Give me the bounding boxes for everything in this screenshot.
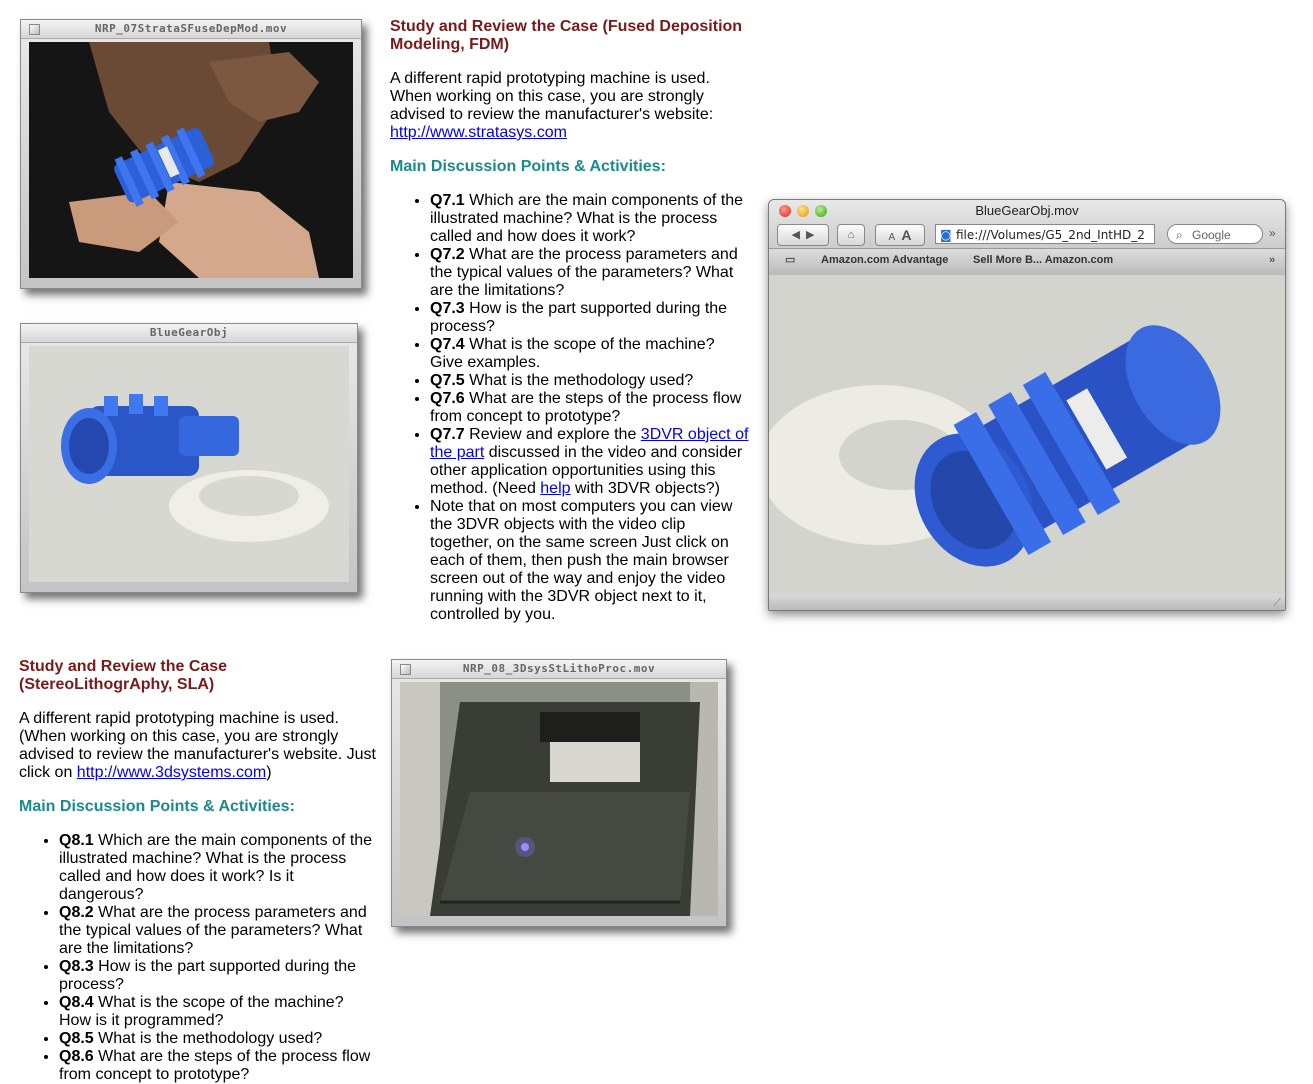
fdm-intro xyxy=(390,70,750,142)
sla-intro-text: A different rapid prototyping machine is used. (When working on this case, you are strongly advised to review the manufacturer's website. Just click on xyxy=(19,710,376,781)
movie-window-fdm[interactable] xyxy=(20,19,362,289)
question-label: Q8.6 xyxy=(59,1048,94,1065)
safari-titlebar[interactable] xyxy=(769,200,1285,220)
bookmarks-overflow-icon[interactable]: » xyxy=(1269,254,1276,266)
list-item xyxy=(59,994,379,1030)
movie-window-titlebar[interactable] xyxy=(21,20,361,39)
address-field[interactable] xyxy=(935,224,1155,244)
question-text: What are the steps of the process flow from concept to prototype? xyxy=(430,390,742,425)
address-value: file:///Volumes/G5_2nd_IntHD_2 xyxy=(956,228,1145,242)
question-text: How is the part supported during the process? xyxy=(59,958,357,993)
fdm-heading: Study and Review the Case (Fused Deposition Modeling, FDM) xyxy=(390,18,743,53)
sla-section xyxy=(19,658,379,1084)
toolbar-overflow-icon[interactable]: » xyxy=(1269,226,1276,240)
question-label: Q7.1 xyxy=(430,192,465,209)
bookmark-amazon-advantage[interactable]: Amazon.com Advantage xyxy=(821,254,949,266)
question-label: Q7.6 xyxy=(430,390,465,407)
sla-intro xyxy=(19,710,379,782)
safari-toolbar xyxy=(769,220,1285,248)
blue-gear-frame xyxy=(29,346,349,582)
text-smaller-label: A xyxy=(888,232,896,243)
sla-points-heading: Main Discussion Points & Activities: xyxy=(19,798,295,815)
question-text: What is the scope of the machine? Give examples. xyxy=(430,336,715,371)
question-text: discussed in the video and consider other application opportunities using this method. (Need xyxy=(430,444,743,497)
list-item xyxy=(430,498,750,624)
question-text: What is the methodology used? xyxy=(464,372,694,389)
movie-frame[interactable] xyxy=(400,682,718,916)
question-label: Q7.7 xyxy=(430,426,465,443)
list-item xyxy=(430,372,750,390)
safari-status-bar xyxy=(769,594,1285,610)
movie-frame[interactable] xyxy=(29,42,353,278)
bookmark-sell-more[interactable]: Sell More B... Amazon.com xyxy=(973,254,1114,266)
question-text: Which are the main components of the illustrated machine? What is the process called and how does it work? xyxy=(430,192,744,245)
help-link[interactable]: help xyxy=(540,480,571,497)
resize-grip-icon[interactable]: ⟋ xyxy=(1273,597,1281,609)
3dsystems-link[interactable]: http://www.3dsystems.com xyxy=(76,764,267,781)
question-label: Q8.4 xyxy=(59,994,94,1011)
question-text: with 3DVR objects?) xyxy=(570,480,720,497)
fdm-points-heading: Main Discussion Points & Activities: xyxy=(390,158,666,175)
question-text: Which are the main components of the illustrated machine? What is the process called and how does it work? Is it dangerous? xyxy=(59,832,373,903)
page-icon: ◙ xyxy=(940,228,952,242)
close-icon[interactable] xyxy=(779,205,791,217)
movie-title: NRP_08_3DsysStLithoProc.mov xyxy=(462,662,656,675)
search-icon: ⌕ xyxy=(1176,228,1183,242)
list-item xyxy=(59,904,379,958)
movie-frame[interactable] xyxy=(29,346,349,582)
movie-title: BlueGearObj xyxy=(149,326,229,339)
question-label: Q7.5 xyxy=(430,372,465,389)
question-text: What are the process parameters and the typical values of the parameters? What are the limitations? xyxy=(430,246,738,299)
3dvr-object-link[interactable]: 3DVR object of the part xyxy=(430,426,749,461)
movie-window-titlebar[interactable] xyxy=(392,660,726,679)
hand-gear-video-frame xyxy=(29,42,353,278)
sla-question-list xyxy=(19,832,379,1084)
question-label: Q8.2 xyxy=(59,904,94,921)
bookmarks-book-icon[interactable]: ▭ xyxy=(785,254,796,266)
home-button[interactable] xyxy=(837,224,865,246)
list-item xyxy=(430,300,750,336)
search-placeholder: Google xyxy=(1192,228,1231,242)
question-text: What are the steps of the process flow from concept to prototype? xyxy=(59,1048,371,1083)
text-size-button[interactable] xyxy=(875,224,925,246)
question-text: What is the methodology used? xyxy=(93,1030,323,1047)
safari-title: BlueGearObj.mov xyxy=(975,203,1079,218)
question-label: Q7.4 xyxy=(430,336,465,353)
movie-window-titlebar[interactable] xyxy=(21,324,357,343)
back-forward-button[interactable]: ◀ ▶ xyxy=(777,224,829,246)
list-item xyxy=(59,1030,379,1048)
question-text: How is the part supported during the process? xyxy=(430,300,728,335)
safari-content[interactable] xyxy=(769,275,1285,594)
home-icon: ⌂ xyxy=(847,229,855,241)
note-text: Note that on most computers you can view the 3DVR objects with the video clip together, on the same screen Just click on each of them, then push the main browser screen out of the way and enjoy the video running with the 3DVR object next to it, controlled by you. xyxy=(430,498,733,623)
fdm-section xyxy=(390,18,750,624)
question-text: What are the process parameters and the typical values of the parameters? What are the limitations? xyxy=(59,904,367,957)
safari-chrome xyxy=(769,200,1285,274)
list-item xyxy=(59,958,379,994)
list-item xyxy=(430,192,750,246)
list-item xyxy=(430,390,750,426)
movie-title: NRP_07StrataSFuseDepMod.mov xyxy=(94,22,288,35)
text-larger-label: A xyxy=(901,227,912,243)
sla-intro-end: ) xyxy=(266,764,272,781)
question-text: Review and explore the xyxy=(464,426,641,443)
sla-heading: Study and Review the Case (StereoLithogrAphy, SLA) xyxy=(19,658,228,693)
zoom-icon[interactable] xyxy=(815,205,827,217)
question-label: Q8.5 xyxy=(59,1030,94,1047)
list-item xyxy=(430,426,750,498)
safari-window[interactable] xyxy=(768,199,1286,611)
question-label: Q8.1 xyxy=(59,832,94,849)
question-label: Q8.3 xyxy=(59,958,94,975)
question-label: Q7.3 xyxy=(430,300,465,317)
minimize-icon[interactable] xyxy=(797,205,809,217)
zoom-box-icon[interactable] xyxy=(400,664,411,675)
list-item xyxy=(59,1048,379,1084)
stratasys-link[interactable]: http://www.stratasys.com xyxy=(390,124,567,141)
movie-window-sla[interactable] xyxy=(391,659,727,927)
zoom-box-icon[interactable] xyxy=(29,24,40,35)
sla-machine-frame xyxy=(400,682,718,916)
bookmarks-bar xyxy=(769,248,1285,269)
list-item xyxy=(59,832,379,904)
question-label: Q7.2 xyxy=(430,246,465,263)
fdm-question-list xyxy=(390,192,750,624)
movie-window-bluegear[interactable] xyxy=(20,323,358,593)
fdm-intro-text: A different rapid prototyping machine is used. When working on this case, you are strongly advised to review the manufacturer's website: xyxy=(390,70,714,123)
list-item xyxy=(430,336,750,372)
google-search-field[interactable] xyxy=(1167,224,1263,244)
question-text: What is the scope of the machine? How is it programmed? xyxy=(59,994,344,1029)
blue-gear-closeup-frame xyxy=(769,275,1285,594)
list-item xyxy=(430,246,750,300)
